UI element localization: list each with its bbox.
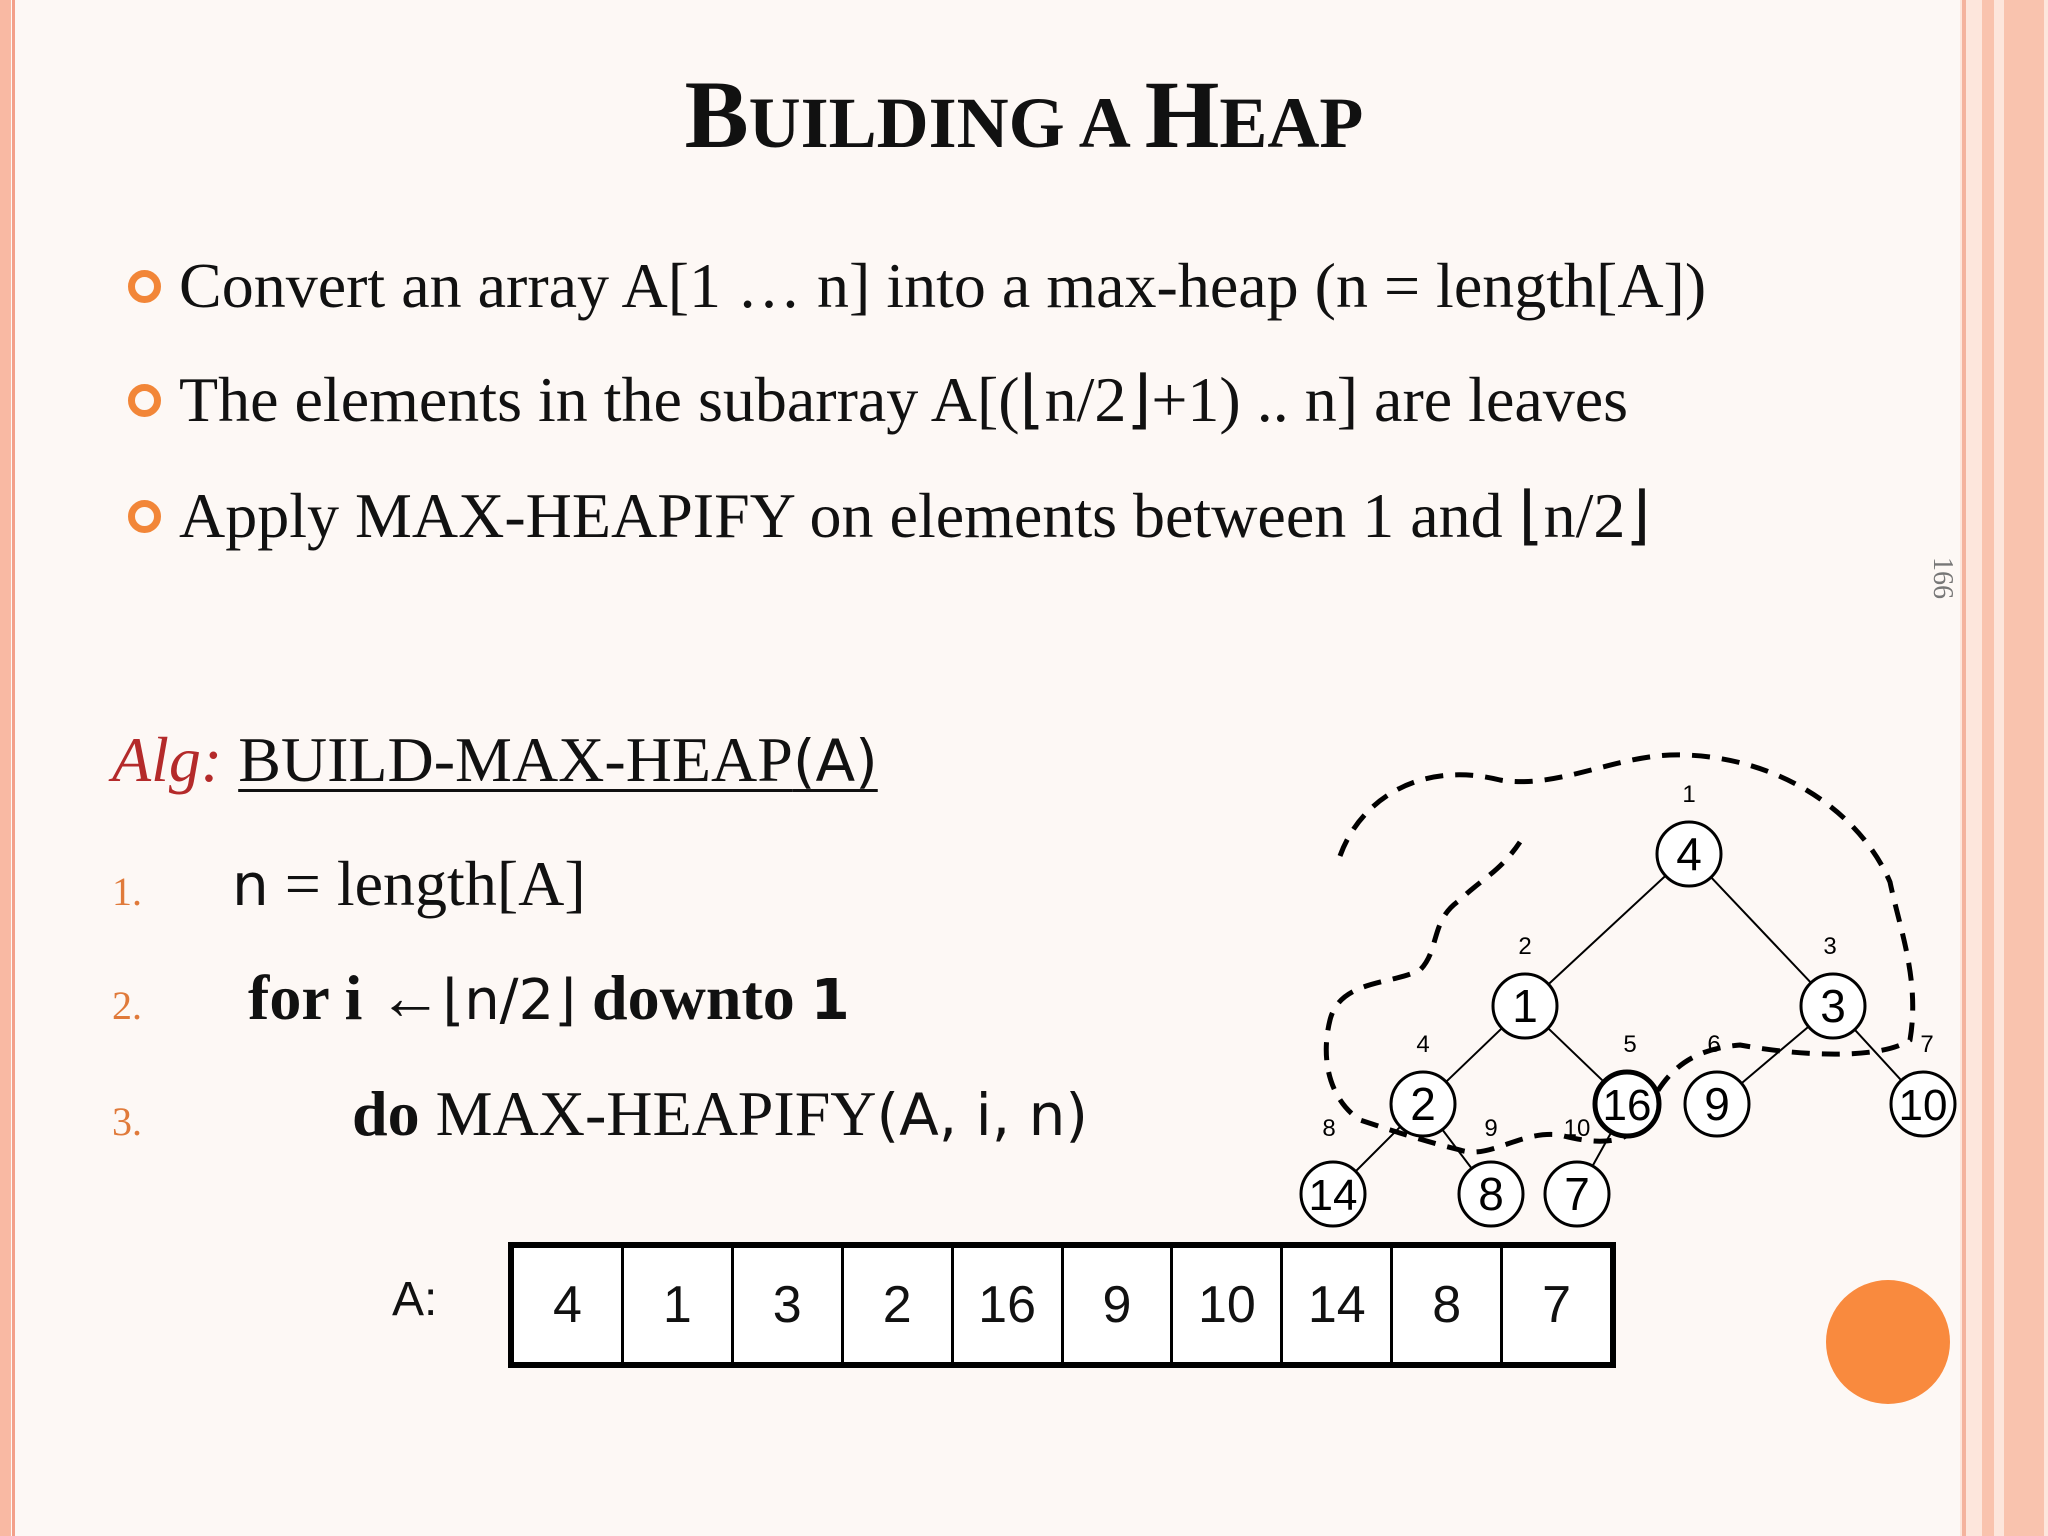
bullet-text: The elements in the subarray A[(⌊n/2⌋+1) .. n] are leaves	[179, 364, 1629, 435]
step-1-text: = length[A]	[268, 848, 586, 919]
step-number: 1.	[112, 869, 142, 914]
tree-edge	[1593, 1132, 1612, 1166]
array-cell: 16	[954, 1248, 1064, 1362]
tree-node-index: 5	[1623, 1031, 1637, 1058]
tree-node-index: 9	[1484, 1115, 1498, 1142]
tree-node-value: 16	[1602, 1081, 1652, 1130]
step-number: 2.	[112, 983, 142, 1028]
title-initial-h: H	[1144, 61, 1220, 168]
tree-node-index: 4	[1416, 1031, 1430, 1058]
tree-edge	[1548, 1028, 1604, 1082]
bullet-text: Apply MAX-HEAPIFY on elements between 1 and ⌊n/2⌋	[179, 480, 1651, 551]
step-number: 3.	[112, 1099, 142, 1144]
slide-number: 166	[1927, 557, 1958, 599]
tree-node-value: 3	[1820, 980, 1846, 1032]
step-2-one: 1	[810, 968, 850, 1033]
tree-node-index: 2	[1518, 933, 1532, 960]
step-2-arrow: ←	[378, 962, 443, 1033]
tree-node-value: 8	[1478, 1168, 1504, 1220]
array-cell: 9	[1064, 1248, 1174, 1362]
tree-node-value: 2	[1410, 1078, 1436, 1130]
tree-edge	[1446, 1028, 1502, 1082]
array-cell: 8	[1393, 1248, 1503, 1362]
title-part-1: UILDING A	[748, 83, 1145, 163]
tree-node-index: 10	[1563, 1115, 1591, 1142]
tree-node-value: 9	[1704, 1078, 1730, 1130]
tree-node-value: 14	[1308, 1171, 1358, 1220]
tree-node-value: 7	[1564, 1168, 1590, 1220]
step-2-downto: downto	[576, 962, 811, 1033]
array-cell: 7	[1542, 1276, 1572, 1334]
tree-node-index: 8	[1322, 1115, 1336, 1142]
tree-node-index: 1	[1682, 781, 1696, 808]
tree-node-index: 3	[1823, 933, 1837, 960]
array-cell: 1	[624, 1248, 734, 1362]
tree-node-value: 4	[1676, 828, 1702, 880]
title-part-2: EAP	[1219, 83, 1364, 163]
algorithm-name-text: BUILD-MAX-HEAP	[238, 724, 793, 795]
tree-node-index: 6	[1707, 1031, 1721, 1058]
title-initial-b: B	[684, 61, 749, 168]
decorative-circle	[1826, 1280, 1950, 1404]
tree-node-value: 10	[1898, 1081, 1948, 1130]
bullet-text: Convert an array A[1 … n] into a max-heap (n = length[A])	[179, 250, 1707, 321]
tree-edge	[1711, 877, 1811, 983]
array-cell: 3	[734, 1248, 844, 1362]
tree-node-index: 7	[1920, 1031, 1934, 1058]
array-cell: 10	[1173, 1248, 1283, 1362]
step-2-floor: ⌊n/2⌋	[442, 968, 577, 1033]
array-cell: 14	[1283, 1248, 1393, 1362]
algorithm-label: Alg:	[112, 724, 223, 795]
array-cell: 2	[844, 1248, 954, 1362]
array-label: A:	[392, 1273, 438, 1326]
step-3-do: do	[352, 1078, 436, 1149]
tree-node-value: 1	[1512, 980, 1538, 1032]
algorithm-arg: (A)	[792, 727, 878, 795]
tree-edge	[1548, 876, 1665, 984]
step-1-var: n	[232, 851, 269, 919]
step-3-call: MAX-HEAPIFY	[435, 1078, 877, 1149]
step-3-args: (A, i, n)	[876, 1081, 1089, 1149]
step-2-for: for i	[248, 962, 379, 1033]
tree-edge	[1356, 1127, 1401, 1172]
array-cell: 4	[514, 1248, 624, 1362]
